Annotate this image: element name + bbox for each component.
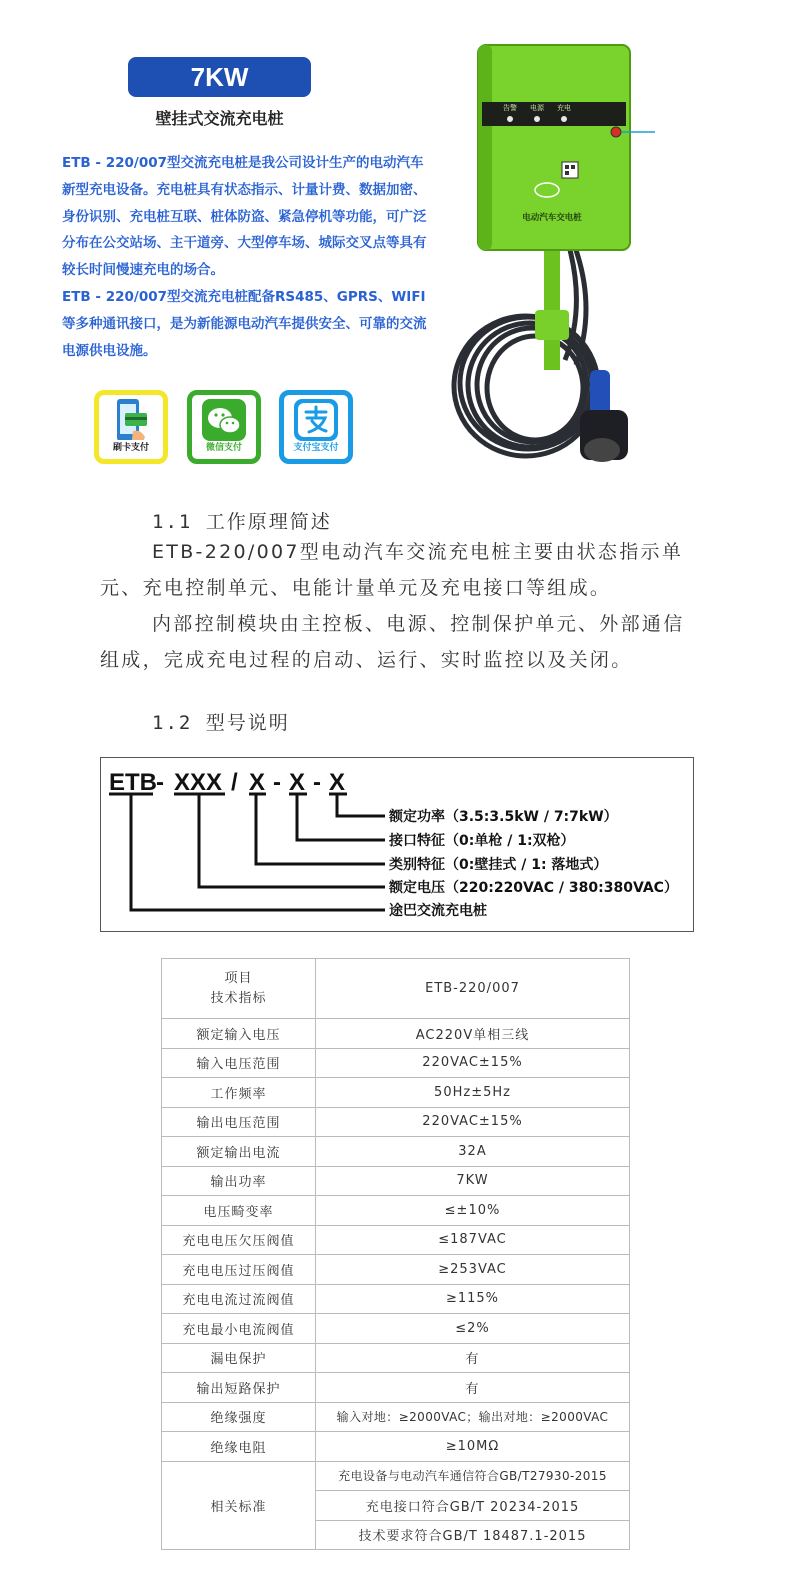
wechat-pay-badge (187, 390, 261, 464)
row-item: 输出功率 (162, 1166, 316, 1196)
row-item: 充电最小电流阀值 (162, 1314, 316, 1344)
section-1-1-body (100, 534, 700, 678)
code-part-etb: ETB (109, 769, 157, 796)
standards-value-2: 充电接口符合GB/T 20234-2015 (316, 1491, 630, 1521)
standards-item: 相关标准 (162, 1461, 316, 1550)
emergency-stop-button (611, 127, 621, 137)
label-category: 类别特征（0:壁挂式 / 1: 落地式） (389, 857, 608, 873)
row-value: 7KW (316, 1166, 630, 1196)
table-row (162, 1373, 630, 1403)
row-value: ≤±10% (316, 1196, 630, 1226)
row-item: 绝缘电阻 (162, 1432, 316, 1462)
header-model-cell: ETB-220/007 (316, 959, 630, 1019)
code-part-x2: X (289, 769, 306, 796)
table-row (162, 1196, 630, 1226)
section-heading-1-2: 1.2 型号说明 (152, 712, 290, 734)
code-part-x3: X (329, 769, 346, 796)
indicator-charge-label: 充电 (557, 104, 571, 112)
section-1-1-paragraph-2: 内部控制模块由主控板、电源、控制保护单元、外部通信组成，完成充电过程的启动、运行、实时监控以及关闭。 (100, 613, 685, 671)
connector-category (256, 794, 385, 864)
intro-paragraph-1: ETB - 220/007型交流充电桩是我公司设计生产的电动汽车新型充电设备。充电桩具有状态指示、计量计费、数据加密、身份识别、充电桩互联、桩体防盗、紧急停机等功能，可广泛分布在公交站场、主干道旁、大型停车场、城际交叉点等具有较长时间慢速充电的场合。 (62, 155, 427, 279)
label-rated-power: 额定功率（3.5:3.5kW / 7:7kW） (389, 809, 618, 825)
connector-power (337, 794, 385, 816)
row-value: ≥253VAC (316, 1255, 630, 1285)
row-item: 工作频率 (162, 1078, 316, 1108)
row-item: 额定输入电压 (162, 1019, 316, 1049)
alipay-badge (279, 390, 353, 464)
intro-text (62, 150, 432, 364)
table-row (162, 1137, 630, 1167)
table-row (162, 1078, 630, 1108)
card-pay-badge (94, 390, 168, 464)
charge-led (561, 116, 567, 122)
card-pay-label: 刷卡支付 (99, 440, 163, 453)
table-row (162, 1284, 630, 1314)
row-value: ≤187VAC (316, 1225, 630, 1255)
row-value: 有 (316, 1373, 630, 1403)
connector-brand (131, 794, 385, 910)
row-item: 额定输出电流 (162, 1137, 316, 1167)
code-part-dash-1: - (156, 769, 164, 796)
row-value: ≤2% (316, 1314, 630, 1344)
model-code-diagram (100, 757, 694, 932)
indicator-power-label: 电源 (530, 104, 544, 112)
standards-value-1: 充电设备与电动汽车通信符合GB/T27930-2015 (316, 1461, 630, 1491)
row-value: 有 (316, 1343, 630, 1373)
table-row (162, 1432, 630, 1462)
section-1-1-paragraph-1: ETB-220/007型电动汽车交流充电桩主要由状态指示单元、充电控制单元、电能计量单元及充电接口等组成。 (100, 541, 684, 599)
row-item: 漏电保护 (162, 1343, 316, 1373)
spec-table (161, 958, 630, 1550)
row-item: 输出电压范围 (162, 1107, 316, 1137)
product-subtitle: 壁挂式交流充电桩 (155, 109, 284, 128)
section-heading-1-1: 1.1 工作原理简述 (152, 511, 332, 533)
table-row (162, 1402, 630, 1432)
table-row (162, 1166, 630, 1196)
table-row (162, 1461, 630, 1491)
row-value: ≥115% (316, 1284, 630, 1314)
table-row (162, 1255, 630, 1285)
standards-value-3: 技术要求符合GB/T 18487.1-2015 (316, 1520, 630, 1550)
header-item-cell (162, 959, 316, 1019)
label-rated-voltage: 额定电压（220:220VAC / 380:380VAC） (389, 880, 678, 896)
power-led (534, 116, 540, 122)
code-part-x1: X (249, 769, 266, 796)
gun-holder (535, 310, 569, 340)
row-item: 充电电压过压阀值 (162, 1255, 316, 1285)
table-row (162, 1314, 630, 1344)
alarm-led (507, 116, 513, 122)
row-value: 输入对地：≥2000VAC；输出对地：≥2000VAC (316, 1402, 630, 1432)
row-item: 充电电流过流阀值 (162, 1284, 316, 1314)
cable-coil (454, 250, 598, 456)
row-value: AC220V单相三线 (316, 1019, 630, 1049)
row-value: 50Hz±5Hz (316, 1078, 630, 1108)
indicator-alarm-label: 告警 (503, 104, 517, 112)
wechat-pay-label: 微信支付 (205, 443, 242, 453)
header-item-line-2: 技术指标 (210, 990, 267, 1006)
row-value: 32A (316, 1137, 630, 1167)
table-row (162, 1107, 630, 1137)
table-row (162, 1343, 630, 1373)
power-badge: 7KW (128, 57, 311, 97)
brand-text: 电动汽车交电桩 (522, 213, 582, 223)
table-row (162, 1048, 630, 1078)
mount-post (544, 240, 560, 370)
intro-paragraph-2: ETB - 220/007型交流充电桩配备RS485、GPRS、WIFI等多种通讯接口，是为新能源电动汽车提供安全、可靠的交流电源供电设施。 (62, 288, 427, 359)
alipay-label: 支付宝支付 (293, 443, 339, 453)
row-item: 输出短路保护 (162, 1373, 316, 1403)
row-item: 充电电压欠压阀值 (162, 1225, 316, 1255)
qr-code (562, 162, 578, 178)
label-interface: 接口特征（0:单枪 / 1:双枪） (389, 833, 575, 849)
row-item: 绝缘强度 (162, 1402, 316, 1432)
code-part-dash-2: - (273, 769, 281, 796)
code-part-slash: / (231, 769, 238, 796)
row-item: 输入电压范围 (162, 1048, 316, 1078)
header-item-line-1: 项目 (224, 970, 253, 986)
row-value: ≥10MΩ (316, 1432, 630, 1462)
label-brand: 途巴交流充电桩 (389, 903, 487, 919)
charger-product-image (440, 40, 670, 480)
code-part-dash-3: - (313, 769, 321, 796)
row-item: 电压畸变率 (162, 1196, 316, 1226)
row-value: 220VAC±15% (316, 1048, 630, 1078)
table-header-row (162, 959, 630, 1019)
row-value: 220VAC±15% (316, 1107, 630, 1137)
table-row (162, 1019, 630, 1049)
table-row (162, 1225, 630, 1255)
code-part-xxx: XXX (174, 769, 223, 796)
